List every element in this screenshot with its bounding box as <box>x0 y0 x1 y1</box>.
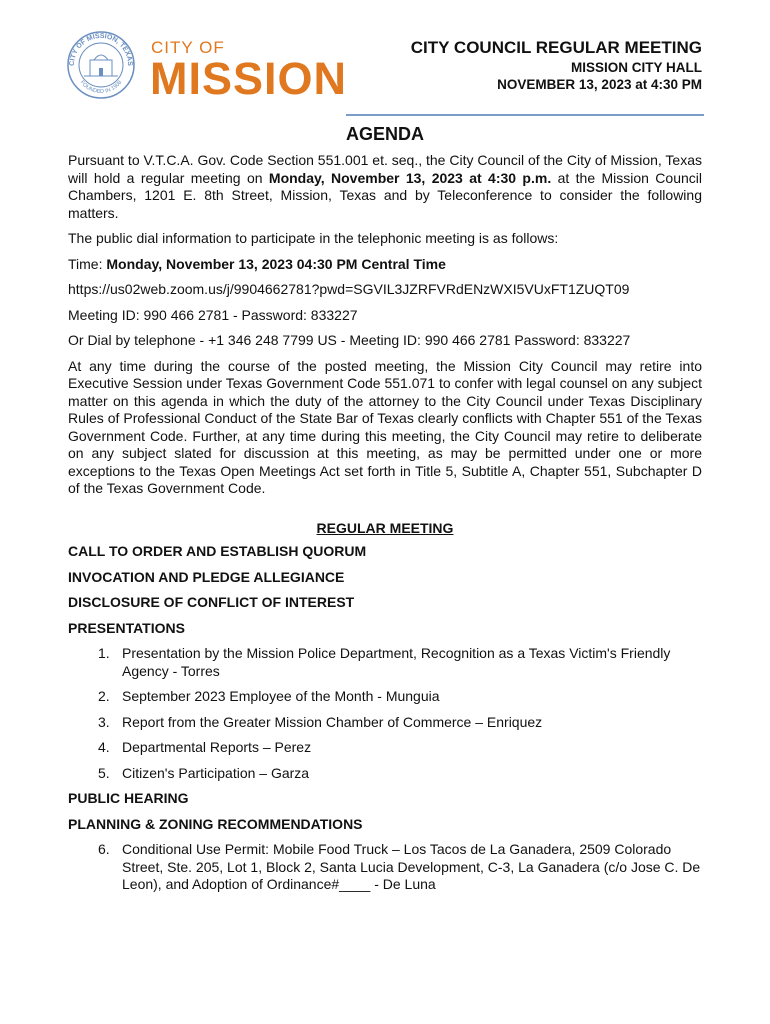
list-item: 1. Presentation by the Mission Police Department, Recognition as a Texas Victim's Friendly Agency - Torres <box>98 645 671 679</box>
zoom-link[interactable]: https://us02web.zoom.us/j/9904662781?pwd=SGVIL3JZRFVRdENzWXI5VUxFT1ZUQT09 <box>68 281 630 297</box>
meeting-datetime: NOVEMBER 13, 2023 at 4:30 PM <box>497 77 702 92</box>
seal-bottom-text: FOUNDED IN 1908 <box>78 79 124 96</box>
list-item: 2. September 2023 Employee of the Month - Munguia <box>98 688 440 704</box>
executive-session-paragraph: At any time during the course of the posted meeting, the Mission City Council may retire into Executive Session under Texas Government Code 551.071 to confer with legal counsel on any subject matter on this agenda in which the duty of the attorney to the City Council under Texas Disciplinary Rules of Professional Conduct of the State Bar of Texas clearly conflicts with Chapter 551 of the Texas Government Code. Further, at any time during this meeting, the City Council may retire to deliberate on any subject slated for discussion at this meeting, as may be permitted under one or more exceptions to the Texas Open Meetings Act set forth in Title 5, Subtitle A, Chapter 551, Subchapter D of the Texas Government Code. <box>68 357 703 496</box>
meeting-title: CITY COUNCIL REGULAR MEETING <box>410 38 702 57</box>
call-to-order-heading: CALL TO ORDER AND ESTABLISH QUORUM <box>68 543 367 559</box>
agenda-body <box>68 152 702 902</box>
agenda-title: AGENDA <box>345 124 424 144</box>
seal-top-text: CITY OF MISSION, TEXAS <box>68 32 134 67</box>
list-item: 6. Conditional Use Permit: Mobile Food Truck – Los Tacos de La Ganadera, 2509 Colorado Street, Ste. 205, Lot 1, Block 2, Santa Lucia Development, C-3, La Ganadera (c/o Jose C. De Leon), and Adoption of Ordinance#____ - De Luna <box>98 841 701 892</box>
city-seal-icon <box>66 30 136 100</box>
logo-mission: MISSION <box>150 53 348 104</box>
intro-paragraph: Pursuant to V.T.C.A. Gov. Code Section 551.001 et. seq., the City Council of the City of Mission, Texas will hold a regular meeting on Monday, November 13, 2023 at 4:30 p.m. at the Mission Council Chambers, 1201 E. 8th Street, Mission, Texas and by Teleconference to consider the following matters. <box>68 152 702 221</box>
logo-city-of: CITY OF <box>151 38 225 57</box>
public-hearing-heading: PUBLIC HEARING <box>68 790 189 806</box>
disclosure-heading: DISCLOSURE OF CONFLICT OF INTEREST <box>68 594 355 610</box>
meeting-id: Meeting ID: 990 466 2781 - Password: 833227 <box>68 306 358 323</box>
dial-info: The public dial information to participate in the telephonic meeting is as follows: <box>68 230 559 246</box>
regular-meeting-heading: REGULAR MEETING <box>316 519 454 536</box>
presentation-list <box>68 645 702 782</box>
planning-list <box>68 841 702 894</box>
meeting-location: MISSION CITY HALL <box>570 60 702 75</box>
dial-phone: Or Dial by telephone - +1 346 248 7799 US - Meeting ID: 990 466 2781 Password: 833227 <box>68 332 631 348</box>
presentations-heading: PRESENTATIONS <box>68 619 185 636</box>
svg-text:CITY OF MISSION, TEXAS <box>69 33 133 66</box>
header-divider <box>346 114 704 116</box>
list-item: 4. Departmental Reports – Perez <box>98 739 312 755</box>
list-item: 3. Report from the Greater Mission Chamber of Commerce – Enriquez <box>98 713 543 730</box>
list-item: 5. Citizen's Participation – Garza <box>98 764 310 781</box>
meeting-time: Time: Monday, November 13, 2023 04:30 PM Central Time <box>68 255 446 272</box>
planning-heading: PLANNING & ZONING RECOMMENDATIONS <box>68 815 363 832</box>
invocation-heading: INVOCATION AND PLEDGE ALLEGIANCE <box>68 568 345 585</box>
